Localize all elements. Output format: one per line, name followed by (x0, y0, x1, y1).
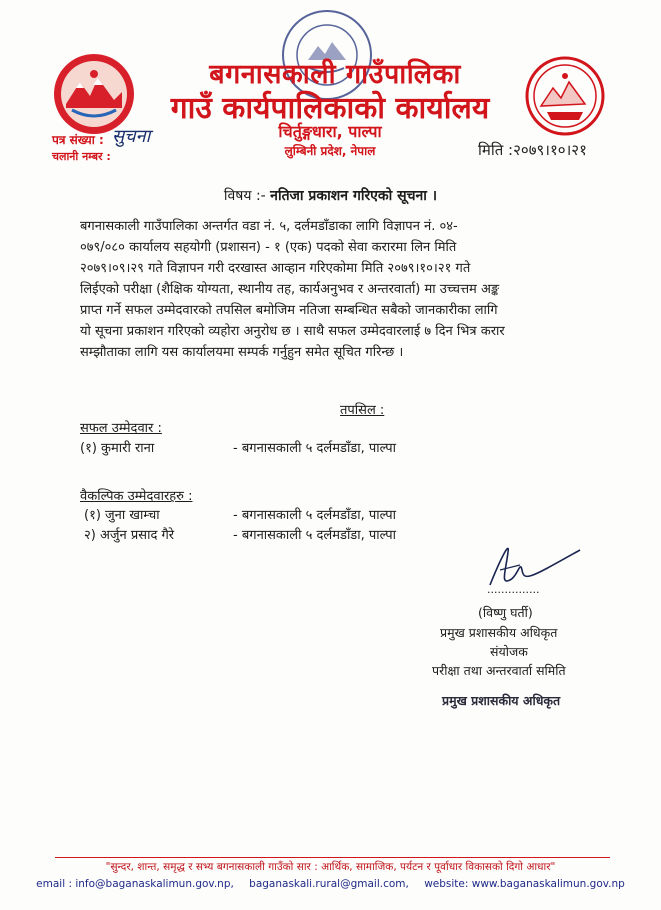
dispatch-number-label: चलानी नम्बर : (52, 150, 111, 163)
alternate-candidate-name: २) अर्जुन प्रसाद गैरे (84, 528, 175, 543)
email-secondary[interactable]: baganaskali.rural@gmail.com, (249, 878, 409, 890)
signatory-role: संयोजक (490, 644, 528, 659)
successful-candidate-address: - बगनासकाली ५ दर्लमडाँडा, पाल्पा (233, 441, 396, 456)
footer-contacts (0, 878, 661, 890)
subject-text: नतिजा प्रकाशन गरिएको सूचना । (270, 188, 438, 204)
body-line: बगनासकाली गाउँपालिका अन्तर्गत वडा नं. ५, दर्लमडाँडाका लागि विज्ञापन नं. ०४- (80, 219, 458, 234)
footer-divider (55, 857, 610, 858)
office-name: गाउँ कार्यपालिकाको कार्यालय (170, 91, 490, 126)
successful-candidate-name: (१) कुमारी राना (80, 441, 155, 456)
body-line: यो सूचना प्रकाशन गरिएको व्यहोरा अनुरोध छ । साथै सफल उम्मेदवारलाई ७ दिन भित्र करार (80, 324, 505, 339)
email-primary[interactable]: email : info@baganaskalimun.gov.np, (36, 878, 234, 890)
signatory-name: (विष्णु घर्ती) (478, 605, 533, 620)
body-line: लिईएको परीक्षा (शैक्षिक योग्यता, स्थानीय तह, कार्यअनुभव र अन्तरवार्ता) मा उच्चत्तम अङ्क (80, 282, 500, 297)
body-line: ०७९/०८० कार्यालय सहयोगी (प्रशासन) - १ (एक) पदको सेवा करारमा लिन मिति (80, 240, 457, 255)
ref-number-value: सुचना (112, 126, 151, 147)
province-address: लुम्बिनी प्रदेश, नेपाल (284, 144, 376, 158)
ref-number-label: पत्र संख्या : (52, 133, 104, 147)
subject-line (0, 186, 661, 205)
notice-date: मिति :२०७९।१०।२१ (478, 141, 587, 159)
office-address: चिर्तुङ्गधारा, पाल्पा (278, 122, 382, 141)
alternate-heading: वैकल्पिक उम्मेदवारहरु : (80, 489, 193, 504)
notice-body (80, 216, 590, 363)
footer-motto: "सुन्दर, शान्त, समृद्ध र सभ्य बगनासकाली गाउँको सार : आर्थिक, सामाजिक, पर्यटन र पूर्वाधार विकासको दिगो आधार" (105, 861, 556, 873)
website-link[interactable]: website: www.baganaskalimun.gov.np (424, 878, 625, 890)
alternate-candidate-name: (१) जुना खाम्चा (84, 508, 160, 523)
committee-name: परीक्षा तथा अन्तरवार्ता समिति (432, 663, 566, 678)
subject-label: विषय :- (223, 188, 266, 204)
alternate-candidate-address: - बगनासकाली ५ दर्लमडाँडा, पाल्पा (233, 508, 396, 523)
body-line: प्राप्त गर्ने सफल उम्मेदवारको तपसिल बमोजिम नतिजा सम्बन्धित सबैको जानकारीका लागि (80, 303, 498, 318)
signatory-title: प्रमुख प्रशासकीय अधिकृत (440, 625, 558, 640)
alternate-candidate-address: - बगनासकाली ५ दर्लमडाँडा, पाल्पा (233, 528, 396, 543)
tapsil-heading: तपसिल : (340, 403, 385, 418)
body-line: २०७९।०९।२९ गते विज्ञापन गरी दरखास्त आव्हान गरिएकोमा मिति २०७९।१०।२१ गते (80, 261, 471, 276)
municipality-name: बगनासकाली गाउँपालिका (209, 59, 461, 90)
municipality-logo-icon (525, 56, 605, 136)
official-stamp-text: प्रमुख प्रशासकीय अधिकृत (442, 693, 561, 708)
body-line: सम्झौताका लागि यस कार्यालयमा सम्पर्क गर्नुहुन समेत सूचित गरिन्छ । (80, 345, 404, 360)
successful-heading: सफल उम्मेदवार : (80, 421, 162, 436)
signature-dots: ............... (487, 583, 540, 596)
